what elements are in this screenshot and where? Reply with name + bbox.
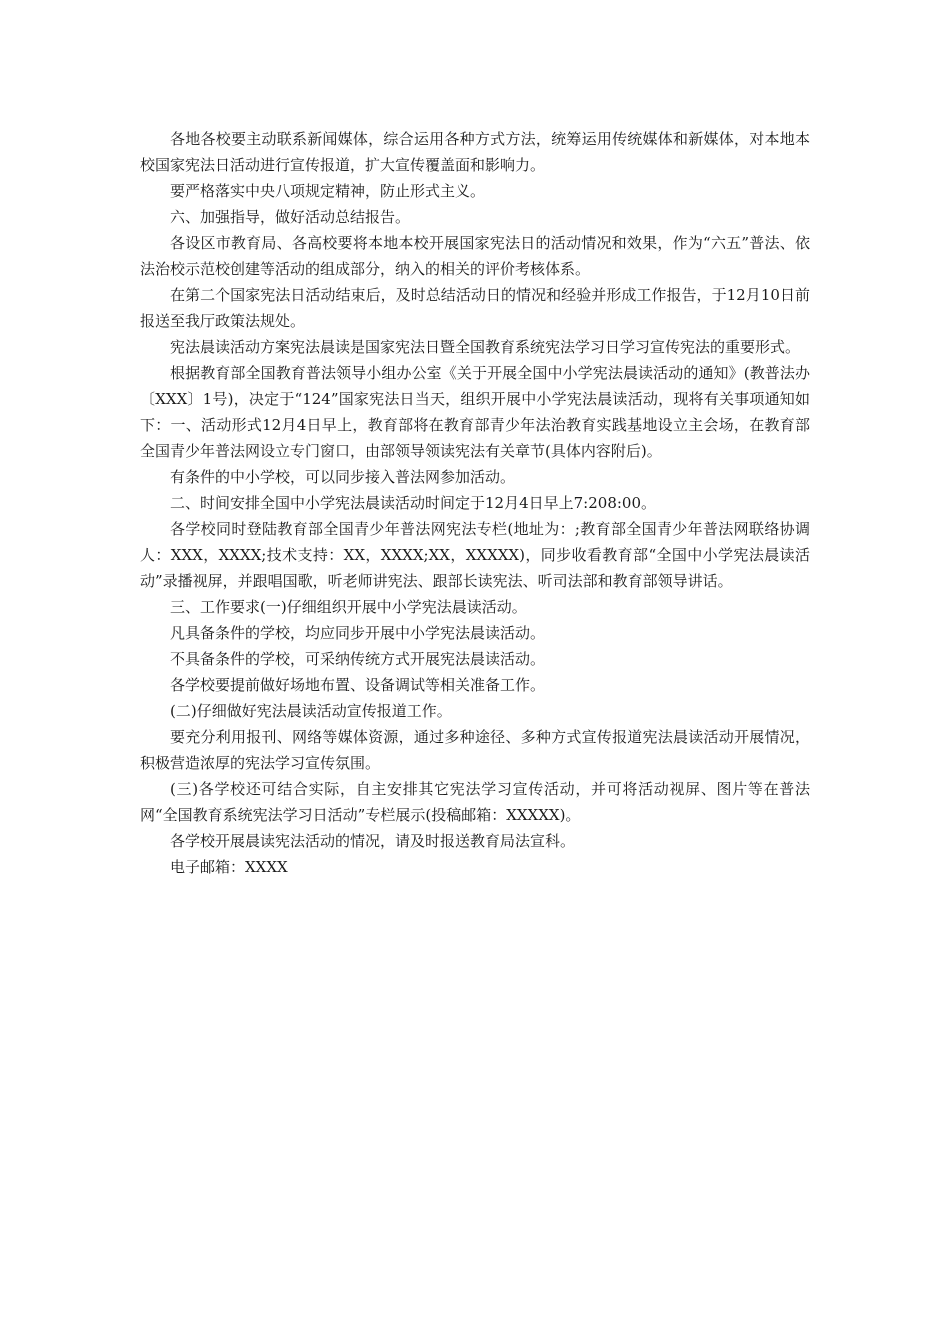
paragraph: 各设区市教育局、各高校要将本地本校开展国家宪法日的活动情况和效果，作为“六五”普法、依法治校示范校创建等活动的组成部分，纳入的相关的评价考核体系。	[140, 234, 810, 278]
paragraph: 凡具备条件的学校，均应同步开展中小学宪法晨读活动。	[170, 624, 546, 642]
paragraph: 各地各校要主动联系新闻媒体，综合运用各种方式方法，统筹运用传统媒体和新媒体，对本地本校国家宪法日活动进行宣传报道，扩大宣传覆盖面和影响力。	[140, 130, 810, 174]
paragraph: 有条件的中小学校，可以同步接入普法网参加活动。	[170, 468, 516, 486]
section-heading: 六、加强指导，做好活动总结报告。	[170, 208, 411, 226]
paragraph: 各学校要提前做好场地布置、设备调试等相关准备工作。	[170, 676, 546, 694]
paragraph: 三、工作要求(一)仔细组织开展中小学宪法晨读活动。	[170, 598, 527, 616]
paragraph: 二、时间安排全国中小学宪法晨读活动时间定于12月4日早上7:208:00。	[170, 494, 657, 512]
paragraph: 各学校同时登陆教育部全国青少年普法网宪法专栏(地址为：;教育部全国青少年普法网联络协调人：XXX，XXXX;技术支持：XX，XXXX;XX，XXXXX)，同步收看教育部“全国中小学宪法晨读活动”录播视屏，并跟唱国歌，听老师讲宪法、跟部长读宪法、听司法部和教育部领导讲话。	[140, 520, 810, 590]
paragraph: 各学校开展晨读宪法活动的情况，请及时报送教育局法宣科。	[170, 832, 576, 850]
email-line: 电子邮箱：XXXX	[170, 858, 288, 876]
paragraph: 根据教育部全国教育普法领导小组办公室《关于开展全国中小学宪法晨读活动的通知》(教普法办〔XXX〕1号)，决定于“124”国家宪法日当天，组织开展中小学宪法晨读活动，现将有关事项通知如下：一、活动形式12月4日早上，教育部将在教育部青少年法治教育实践基地设立主会场，在教育部全国青少年普法网设立专门窗口，由部领导领读宪法有关章节(具体内容附后)。	[140, 364, 810, 460]
paragraph: 宪法晨读活动方案宪法晨读是国家宪法日暨全国教育系统宪法学习日学习宣传宪法的重要形式。	[170, 338, 801, 356]
paragraph: 在第二个国家宪法日活动结束后，及时总结活动日的情况和经验并形成工作报告，于12月10日前报送至我厅政策法规处。	[140, 286, 810, 330]
paragraph: 不具备条件的学校，可采纳传统方式开展宪法晨读活动。	[170, 650, 546, 668]
paragraph: 要严格落实中央八项规定精神，防止形式主义。	[170, 182, 486, 200]
document-body	[140, 126, 810, 880]
paragraph: (三)各学校还可结合实际，自主安排其它宪法学习宣传活动，并可将活动视屏、图片等在普法网“全国教育系统宪法学习日活动”专栏展示(投稿邮箱：XXXXX)。	[140, 780, 810, 824]
paragraph: 要充分利用报刊、网络等媒体资源，通过多种途径、多种方式宣传报道宪法晨读活动开展情况，积极营造浓厚的宪法学习宣传氛围。	[140, 728, 810, 772]
paragraph: (二)仔细做好宪法晨读活动宣传报道工作。	[170, 702, 452, 720]
